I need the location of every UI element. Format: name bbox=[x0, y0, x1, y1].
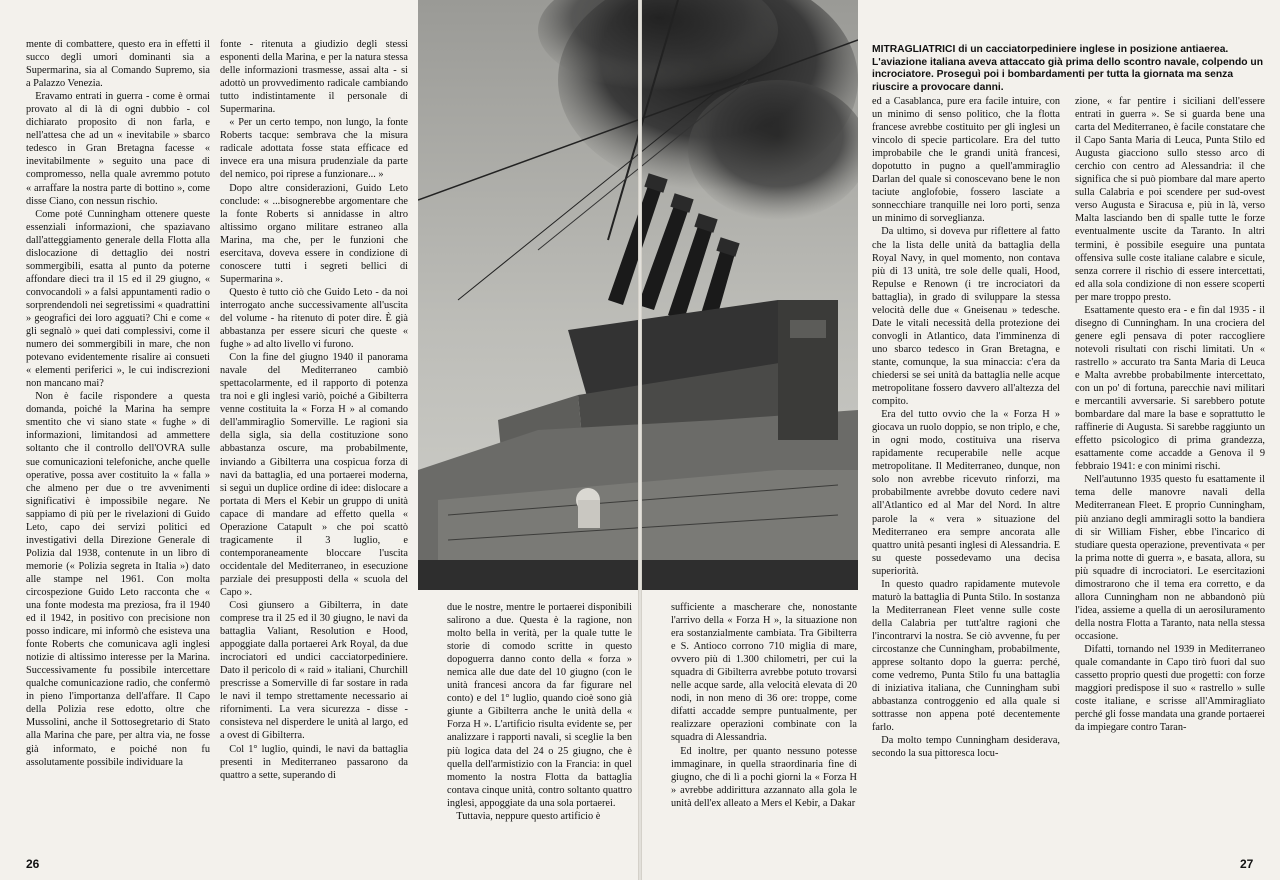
paragraph: Questo è tutto ciò che Guido Leto - da noi interrogato anche successivamente all'uscita del volume - ha ritenuto di poter dire. È già abbastanza per essere sicuri che queste « fughe » ad alto livello vi furono. bbox=[220, 286, 408, 351]
caption-heading: MITRAGLIATRICI bbox=[872, 44, 956, 55]
paragraph: due le nostre, mentre le portaerei disponibili salirono a due. Questa è la ragione, non molto bella in verità, per la quale tutte le storie di comodo scritte in questo dopoguerra danno conto della « forza » nemica alle due date del 10 giugno (con le unità francesi ancora da far figurare nel conto) e del 1° luglio, quando cioè sono già giunte a Gibilterra anche le unità della « Forza H ». L'artificio risulta evidente se, per analizzare i rapporti navali, si sceglie la ben più logica data del 24 o 25 giugno, che è quella dell'armistizio con la Francia: in quel momento la nostra Flotta da battaglia contava cinque unità, contro soltanto quattro inglesi, appoggiate da una sola portaerei. bbox=[447, 602, 632, 809]
article-column-2 bbox=[220, 38, 408, 856]
article-column-5 bbox=[872, 95, 1060, 863]
paragraph: Esattamente questo era - e fin dal 1935 - il disegno di Cunningham. In una crociera del genere egli pensava di poter raccogliere notevoli risultati con rischi limitati. Un « rastrello » accurato tra Santa Maria di Leuca e Malta avrebbe probabilmente intercettato, con un po' di fortuna, parecchie navi militari e mercantili avversarie. Si sarebbero potute bombardare dal mare la base e soprattutto le raffinerie di Augusta. Si sarebbe raggiunto un effetto psicologico di prima grandezza, esattamente come accadde a Genova il 9 febbraio 1941: e con minimi rischi. bbox=[1075, 304, 1265, 473]
page-gutter bbox=[638, 0, 642, 880]
paragraph: Ed inoltre, per quanto nessuno potesse immaginare, in quella straordinaria fine di giugno, che di lì a pochi giorni la « Forza H » avrebbe addirittura azzannato alla gola le unità dell'ex alleato a Mers el Kebir, a Dakar bbox=[671, 745, 857, 809]
paragraph: Col 1° luglio, quindi, le navi da battaglia presenti in Mediterraneo passarono da quattro a sette, superando di bbox=[220, 743, 408, 781]
paragraph: mente di combattere, questo era in effetti il succo degli umori dominanti sia a Supermarina, sia al Comando Supremo, sia a Palazzo Venezia. bbox=[26, 39, 210, 90]
paragraph: Nell'autunno 1935 questo fu esattamente il tema delle manovre navali della Mediterranean Fleet. E proprio Cunningham, più anziano degli ammiragli sotto la bandiera di sir William Fisher, ebbe l'incarico di studiare questa operazione, preventivata « per la prima notte di guerra », e basata, allora, su più squadre di incrociatori. Le esercitazioni dimostrarono che il tema era corretto, e da allora Cunningham non ne abbandonò più l'idea, assieme a quella di un aerosiluramento della nostra Flotta a Taranto, nata nella stessa occasione. bbox=[1075, 474, 1265, 642]
paragraph: sufficiente a mascherare che, nonostante l'arrivo della « Forza H », la situazione non era sostanzialmente cambiata. Tra Gibilterra e S. Antioco corrono 710 miglia di mare, ovvero più di 1.300 chilometri, per cui la squadra di Gibilterra avrebbe potuto trovarsi nelle acque sarde, alla velocità elevata di 20 nodi, in non meno di 36 ore: troppe, come difatti accadde sempre puntualmente, per realizzare operazioni combinate con la squadra di Alessandria. bbox=[671, 602, 857, 744]
paragraph: Come poté Cunningham ottenere queste essenziali informazioni, che spaziavano dall'atteggiamento generale della Flotta alla dislocazione di dettaglio dei nostri sommergibili, esatta al punto da poterne affondare dieci tra il 15 ed il 29 giugno, « convocandoli » a falsi appuntamenti radio o sorprendendoli nei segretissimi « quadrattini » geografici dei loro agguati? Chi e come « gli segnalò » quei dati complessivi, come il numero dei sommergibili in mare, che non potevano evidentemente risalire ai consueti « elementi periferici », le cui indiscrezioni non mancano mai? bbox=[26, 208, 210, 390]
paragraph: ed a Casablanca, pure era facile intuire, con un minimo di senso politico, che la flotta francese avrebbe costituito per gli inglesi un vincolo di specie particolare. Era del tutto improbabile che le grandi unità francesi, dopotutto in pugno a quell'ammiraglio Darlan del quale si conoscevano bene le non taciute anglofobie, fossero lasciate a sonnecchiare tranquille nei loro porti, senza un minimo di sorveglianza. bbox=[872, 96, 1060, 225]
paragraph: Difatti, tornando nel 1939 in Mediterraneo quale comandante in Capo tirò fuori dal suo cassetto proprio questi due progetti: con forze maggiori predispose il suo « rastrello » sulle coste italiane, e scrisse all'Ammiragliato perché gli fosse mandata una grande portaerei da impiegare contro Taran- bbox=[1075, 643, 1265, 734]
paragraph: In questo quadro rapidamente mutevole maturò la battaglia di Punta Stilo. In sostanza la Mediterranean Fleet venne sulle coste della Calabria per tutt'altre ragioni che l'incontrarvi la nostra. Se ciò avvenne, fu per circostanze che Cunningham, probabilmente, apprese soltanto dopo la guerra: perché, come vedremo, Punta Stilo fu una battaglia di iniziativa italiana, che Cunningham subì abbastanza controggenio ed alla quale si sottrasse non appena poté decentemente farlo. bbox=[872, 578, 1060, 734]
caption-text: di un cacciatorpediniere inglese in posizione antiaerea. L'aviazione italiana aveva attaccato già prima dello scontro navale, colpendo un incrociatore. Proseguì poi i bombardamenti per tutta la giornata ma senza riuscire a provocare danni. bbox=[872, 44, 1263, 93]
paragraph: Così giunsero a Gibilterra, in date comprese tra il 25 ed il 30 giugno, le navi da battaglia Valiant, Resolution e Hood, appoggiate dalla portaerei Ark Royal, da due incrociatori ed undici cacciatorpediniere. Dato il pericolo di « raid » italiani, Churchill prescrisse a Somerville di far sostare in rada le navi il tempo strettamente necessario ai rifornimenti. La vera sicurezza - disse - consisteva nel disperdere le unità al largo, ed a ovest di Gibilterra. bbox=[220, 600, 408, 742]
paragraph: fonte - ritenuta a giudizio degli stessi esponenti della Marina, e per la natura stessa delle informazioni trasmesse, assai alta - si adottò un provvedimento radicale cambiando tutto indistintamente il personale di Supermarina. bbox=[220, 39, 408, 116]
article-column-4 bbox=[671, 601, 857, 856]
paragraph: Era del tutto ovvio che la « Forza H » giocava un ruolo doppio, se non triplo, e che, in ogni modo, costituiva una riserva rapidamente recuperabile nelle acque metropolitane. Il Mediterraneo, dunque, non solo non avrebbe ricevuto rinforzi, ma probabilmente avrebbe dovuto cedere navi all'Atlantico ed al Mar del Nord. In altre parole la « vera » situazione del Mediterraneo era sempre ancorata alle quattro unità pesanti inglesi di Alessandria. E su queste possedevamo una decisa superiorità. bbox=[872, 409, 1060, 577]
page-number-right: 27 bbox=[1240, 857, 1254, 871]
paragraph: zione, « far pentire i siciliani dell'essere entrati in guerra ». Se si guarda bene una carta del Mediterraneo, è facile constatare che il Capo Santa Maria di Leuca, Punta Stilo ed Augusta giacciono sullo stesso arco di cerchio con centro ad Alessandria: il che significa che si può piombare dal mare aperto sulla Calabria e poi scendere per sud-ovest verso Augusta e Siracusa e, più in là, verso Malta lasciando ben di spalle tutte le forze eventualmente uscite da Taranto. In altri termini, è possibile eseguire una puntata offensiva sulle coste italiane calabre e sicule, senza correre il rischio di essere intercettati, ed alla sola condizione di non essere scoperti per mare troppo presto. bbox=[1075, 96, 1265, 303]
photo-caption bbox=[872, 44, 1264, 94]
paragraph: Da molto tempo Cunningham desiderava, secondo la sua pittoresca locu- bbox=[872, 735, 1060, 760]
article-column-1 bbox=[26, 38, 210, 856]
paragraph: Con la fine del giugno 1940 il panorama navale del Mediterraneo cambiò spettacolarmente, ed il rapporto di potenza tra noi e gli inglesi variò, poiché a Gibilterra venne costituita la « Forza H » al comando dell'ammiraglio Somerville. Le ragioni sia della sigla, sia della costituzione sono abbastanza oscure, ma probabilmente, inviando a Gibilterra una cospicua forza di navi da battaglia, ed una portaerei moderna, si seguì un duplice ordine di idee: dislocare a portata di Mers el Kebir un gruppo di unità capace di mandare ad effetto quella « Operazione Catapult » che poi scattò tragicamente il 3 luglio, e contemporaneamente bloccare l'uscita occidentale del Mediterraneo, in esecuzione parziale dei presupposti della « scuola del Capo ». bbox=[220, 352, 408, 598]
paragraph: Non è facile rispondere a questa domanda, poiché la Marina ha sempre smentito che vi siano state « fughe » di informazioni, limitandosi ad ammettere soltanto che il controllo dell'OVRA sulle sue comunicazioni telefoniche, anche quelle operative, possa aver costituito la « falla » che almeno per due o tre avvenimenti significativi è impossibile negare. Ne sappiamo di più per le rivelazioni di Guido Leto, capo dei servizi politici ed investigativi della Direzione Generale di Polizia dal 1938, contenute in un libro di memorie (« Polizia segreta in Italia ») dato alle stampe nel 1961. Con molta circospezione Guido Leto racconta che « una fonte modesta ma preziosa, fra il 1940 ed il 1942, in positivo con precisione non posso indicare, mi informò che esisteva una fonte Roberts che comunicava agli inglesi notizie di altissimo interesse per la Marina. Successivamente fu possibile intercettare qualche comunicazione radio, che confermò in pieno l'importanza dell'affare. Il Capo della Polizia rese edotto, oltre che Mussolini, anche il Sottosegretario di Stato alla Marina che pare, per altra via, ne fosse già informato, e poiché non fu assolutamente possibile individuare la bbox=[26, 391, 210, 768]
paragraph: Da ultimo, si doveva pur riflettere al fatto che la lista delle unità da battaglia della Royal Navy, in quel momento, non contava più di 13 unità, tre sole delle quali, Hood, Repulse e Renown (i tre incrociatori da battaglia), in grado di sviluppare la stessa velocità delle due « Gneisenau » tedesche. Date le vitali necessità della protezione dei convogli in Atlantico, data l'imminenza di uno sbarco tedesco in Gran Bretagna, e stante, comunque, la sua minaccia: c'era da chiedersi se sei unità da battaglia nelle acque metropolitane fossero davvero all'altezza del compito. bbox=[872, 226, 1060, 408]
page-number-left: 26 bbox=[26, 857, 40, 871]
article-column-6 bbox=[1075, 95, 1265, 863]
article-column-3 bbox=[447, 601, 632, 856]
paragraph: Tuttavia, neppure questo artificio è bbox=[456, 810, 601, 822]
paragraph: « Per un certo tempo, non lungo, la fonte Roberts tacque: sembrava che la misura radicale adottata fosse stata efficace ed invece era una misura prudenziale da parte del nemico, poi riprese a funzionare... » bbox=[220, 117, 408, 181]
paragraph: Dopo altre considerazioni, Guido Leto conclude: « ...bisognerebbe argomentare che la fonte Roberts si annidasse in altro altissimo organo militare estraneo alla Marina, ma che, per le funzioni che esercitava, doveva essere in condizione di conoscere tutti i segreti bellici di Supermarina ». bbox=[220, 182, 408, 285]
paragraph: Eravamo entrati in guerra - come è ormai provato al di là di ogni dubbio - col dichiarato proposito di non farla, e nell'attesa che ad un « inevitabile » sbarco tedesco in Gran Bretagna facesse « inevitabilmente » seguito una pace di compromesso, nella quale avremmo potuto « arraffare la nostra parte di bottino », come disse Ciano, con nessun rischio. bbox=[26, 91, 210, 207]
